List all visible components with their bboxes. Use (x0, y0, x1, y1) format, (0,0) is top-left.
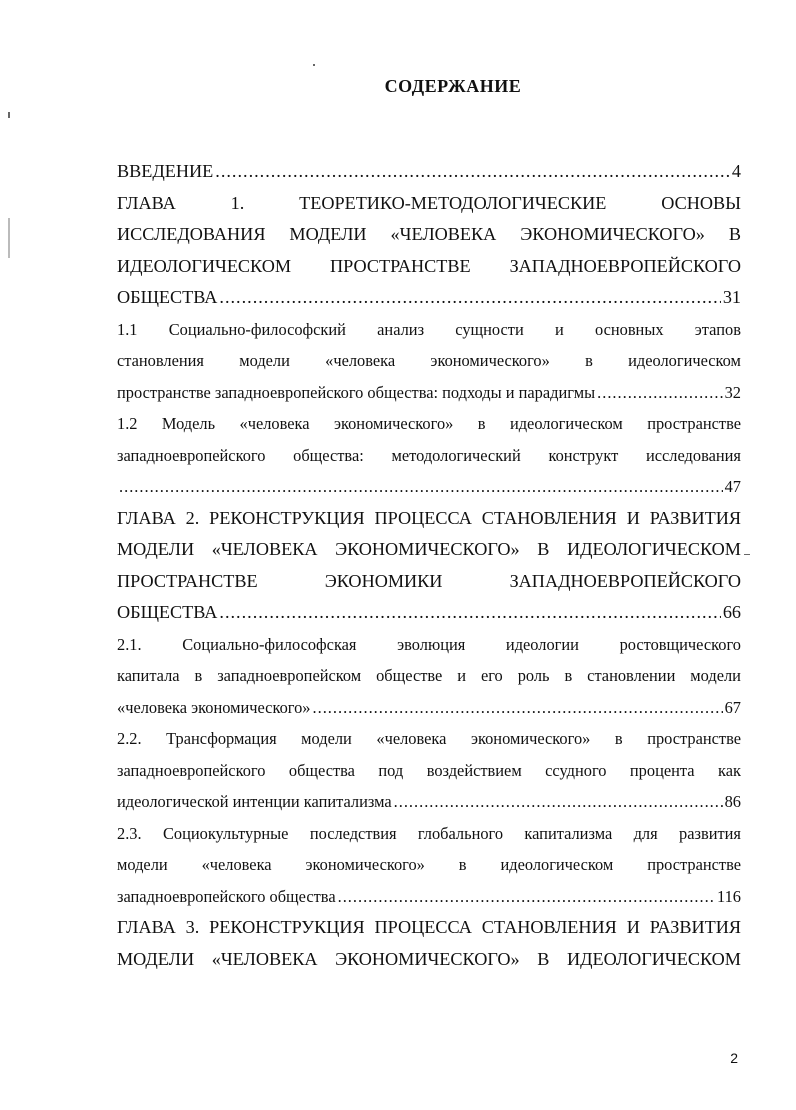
toc-word: воздействием (426, 760, 522, 780)
toc-line (117, 251, 741, 283)
toc-word: ЭКОНОМИЧЕСКОГО» (335, 539, 520, 559)
toc-leader-dots (215, 156, 730, 188)
toc-word: РАЗВИТИЯ (649, 917, 741, 937)
page-title: СОДЕРЖАНИЕ (384, 76, 522, 96)
toc-line (117, 566, 741, 598)
toc-word: и (554, 319, 564, 339)
toc-word: ИССЛЕДОВАНИЯ (117, 224, 266, 244)
toc-line (117, 503, 741, 535)
toc-word: СТАНОВЛЕНИЯ (481, 507, 617, 528)
toc-word: основных (594, 319, 664, 339)
toc-leader-line (117, 156, 741, 188)
toc-line (117, 755, 741, 787)
toc-word: процента (629, 760, 695, 780)
toc-line-text: «человека экономического» (117, 697, 311, 717)
toc-entry (117, 723, 741, 818)
toc-word: анализ (377, 319, 425, 339)
toc-word: «ЧЕЛОВЕКА (211, 948, 318, 969)
toc-word: идеологии (505, 634, 579, 654)
toc-word: МОДЕЛИ (289, 224, 367, 244)
toc-word: модели (117, 855, 168, 874)
toc-word: последствия (309, 823, 397, 843)
toc-line (117, 440, 741, 472)
scan-speck (313, 64, 315, 66)
toc-line-text: пространстве западноевропейского общества: подходы и парадигмы (117, 382, 596, 402)
toc-word: западноевропейском (217, 666, 362, 685)
toc-leader-dots (597, 377, 722, 409)
toc-word: ссудного (545, 760, 607, 780)
toc-leader-line (117, 471, 741, 503)
toc-word: В (728, 224, 741, 244)
toc-word: «человека (325, 351, 396, 370)
toc-word: развития (679, 823, 741, 843)
toc-word: ПРОСТРАНСТВЕ (117, 570, 258, 591)
toc-word: Социально-философский (168, 319, 346, 339)
toc-page-number: 86 (724, 792, 741, 811)
toc-word: модели (301, 729, 352, 748)
toc-word: 2. (185, 507, 200, 528)
toc-line (117, 408, 741, 440)
toc-line (117, 912, 741, 944)
toc-line (117, 849, 741, 881)
toc-word: ИДЕОЛОГИЧЕСКОМ (566, 948, 741, 969)
toc-word: конструкт (548, 445, 619, 465)
table-of-contents (117, 156, 741, 975)
toc-word: как (717, 760, 741, 780)
toc-word: в (477, 414, 486, 433)
toc-word: западноевропейского (117, 445, 266, 465)
toc-word: экономического» (305, 855, 425, 874)
toc-entry (117, 629, 741, 724)
toc-word: в (585, 351, 593, 370)
toc-page-number: 31 (722, 287, 741, 307)
toc-line (117, 660, 741, 692)
toc-word: идеологическом (500, 855, 614, 874)
toc-entry (117, 408, 741, 503)
toc-word: модели (690, 666, 741, 685)
toc-page-number: 66 (722, 602, 741, 622)
toc-word: И (626, 917, 640, 937)
toc-word: ГЛАВА (117, 917, 176, 937)
toc-word: в (564, 666, 573, 685)
toc-page-number: 67 (724, 697, 741, 717)
toc-word: В (537, 539, 550, 559)
toc-word: ЗАПАДНОЕВРОПЕЙСКОГО (509, 570, 741, 591)
toc-word: модели (239, 351, 290, 370)
toc-word: РАЗВИТИЯ (649, 507, 741, 528)
toc-word: Социально-философская (182, 634, 357, 654)
toc-leader-line (117, 377, 741, 409)
toc-word: ИДЕОЛОГИЧЕСКОМ (117, 255, 292, 276)
toc-line-text: западноевропейского общества (117, 886, 336, 906)
toc-leader-line (117, 786, 741, 818)
toc-word: роль (517, 666, 550, 685)
scan-speck (8, 218, 10, 258)
toc-word: Трансформация (166, 729, 277, 748)
toc-word: обществе (376, 666, 443, 685)
toc-word: 2.3. (117, 823, 142, 843)
toc-line-text: идеологической интенции капитализма (117, 792, 392, 811)
toc-leader-line (117, 881, 741, 913)
scan-speck (8, 112, 10, 118)
toc-word: «человека (376, 729, 447, 748)
toc-leader-dots (219, 282, 720, 314)
toc-word: «ЧЕЛОВЕКА (390, 224, 497, 244)
toc-word: ЭКОНОМИЧЕСКОГО» (520, 224, 705, 244)
toc-word: экономического» (430, 351, 550, 370)
toc-line-text: ОБЩЕСТВА (117, 287, 218, 307)
toc-word: методологический (391, 445, 521, 465)
toc-line-text: ВВЕДЕНИЕ (117, 161, 214, 181)
toc-word: общества (288, 760, 355, 780)
toc-word: ИДЕОЛОГИЧЕСКОМ (566, 539, 741, 559)
toc-line (117, 345, 741, 377)
toc-word: пространстве (647, 414, 741, 433)
toc-word: и (457, 666, 467, 685)
toc-word: в (194, 666, 203, 685)
toc-word: становлении (587, 666, 676, 685)
toc-word: в (614, 729, 623, 748)
toc-word: СТАНОВЛЕНИЯ (481, 917, 617, 937)
toc-leader-line (117, 597, 741, 629)
toc-leader-dots (119, 471, 723, 503)
toc-word: 2.2. (117, 729, 142, 748)
toc-word: пространстве (647, 855, 741, 874)
toc-leader-dots (219, 597, 720, 629)
toc-word: идеологическом (628, 351, 741, 370)
toc-entry (117, 818, 741, 913)
toc-line (117, 723, 741, 755)
toc-word: ПРОЦЕССА (374, 917, 472, 937)
toc-word: ПРОЦЕССА (374, 507, 472, 528)
toc-word: общества: (293, 445, 364, 465)
toc-word: ГЛАВА (117, 192, 176, 213)
toc-page-number: 116 (717, 886, 741, 906)
toc-word: становления (117, 351, 204, 370)
toc-page-number: 47 (724, 477, 741, 496)
toc-word: для (633, 823, 658, 843)
toc-word: 1. (230, 192, 245, 213)
toc-word: сущности (455, 319, 524, 339)
toc-word: капитала (117, 666, 180, 685)
toc-word: «ЧЕЛОВЕКА (211, 539, 318, 559)
toc-word: капитализма (524, 823, 613, 843)
toc-page-number: 4 (731, 161, 741, 181)
toc-word: 1.2 (117, 414, 138, 433)
toc-word: «человека (201, 855, 272, 874)
toc-word: РЕКОНСТРУКЦИЯ (209, 507, 365, 528)
toc-word: 2.1. (117, 634, 142, 654)
scan-speck (744, 554, 750, 555)
toc-leader-line (117, 282, 741, 314)
toc-word: идеологическом (509, 414, 623, 433)
toc-line (117, 314, 741, 346)
toc-word: ГЛАВА (117, 507, 176, 528)
toc-word: исследования (645, 445, 741, 465)
toc-word: ЭКОНОМИКИ (324, 570, 443, 591)
toc-word: ПРОСТРАНСТВЕ (330, 255, 471, 276)
toc-word: И (626, 507, 640, 528)
toc-line (117, 534, 741, 566)
toc-word: Модель (161, 414, 216, 433)
toc-word: РЕКОНСТРУКЦИЯ (209, 917, 365, 937)
toc-word: 1.1 (117, 319, 138, 339)
toc-word: В (537, 948, 550, 969)
toc-word: экономического» (470, 729, 591, 748)
toc-word: западноевропейского (117, 760, 266, 780)
toc-line (117, 944, 741, 976)
toc-word: ОСНОВЫ (661, 192, 741, 213)
toc-entry (117, 503, 741, 629)
toc-word: МОДЕЛИ (117, 948, 195, 969)
toc-page-number: 32 (724, 382, 741, 402)
toc-word: этапов (694, 319, 741, 339)
toc-word: ТЕОРЕТИКО-МЕТОДОЛОГИЧЕСКИЕ (299, 192, 607, 213)
toc-word: ростовщического (619, 634, 741, 654)
toc-entry (117, 912, 741, 975)
toc-word: пространстве (647, 729, 741, 748)
toc-entry (117, 188, 741, 314)
toc-word: эволюция (397, 634, 466, 654)
toc-leader-dots (338, 881, 715, 913)
toc-word: в (458, 855, 467, 874)
toc-leader-dots (394, 786, 723, 818)
toc-word: глобального (417, 823, 504, 843)
toc-leader-line (117, 692, 741, 724)
toc-entry (117, 314, 741, 409)
toc-line-text: ОБЩЕСТВА (117, 602, 218, 622)
toc-leader-dots (313, 692, 723, 724)
toc-line (117, 818, 741, 850)
toc-word: его (480, 666, 503, 685)
toc-word: МОДЕЛИ (117, 539, 195, 559)
toc-word: «человека (239, 414, 310, 433)
toc-entry (117, 156, 741, 188)
toc-line (117, 629, 741, 661)
toc-word: экономического» (333, 414, 454, 433)
toc-word: под (378, 760, 404, 780)
toc-line (117, 219, 741, 251)
page-number: 2 (730, 1050, 738, 1066)
toc-word: 3. (185, 917, 200, 937)
toc-word: ЭКОНОМИЧЕСКОГО» (335, 948, 520, 969)
toc-line (117, 188, 741, 220)
toc-word: Социокультурные (162, 823, 289, 843)
toc-word: ЗАПАДНОЕВРОПЕЙСКОГО (509, 255, 741, 276)
